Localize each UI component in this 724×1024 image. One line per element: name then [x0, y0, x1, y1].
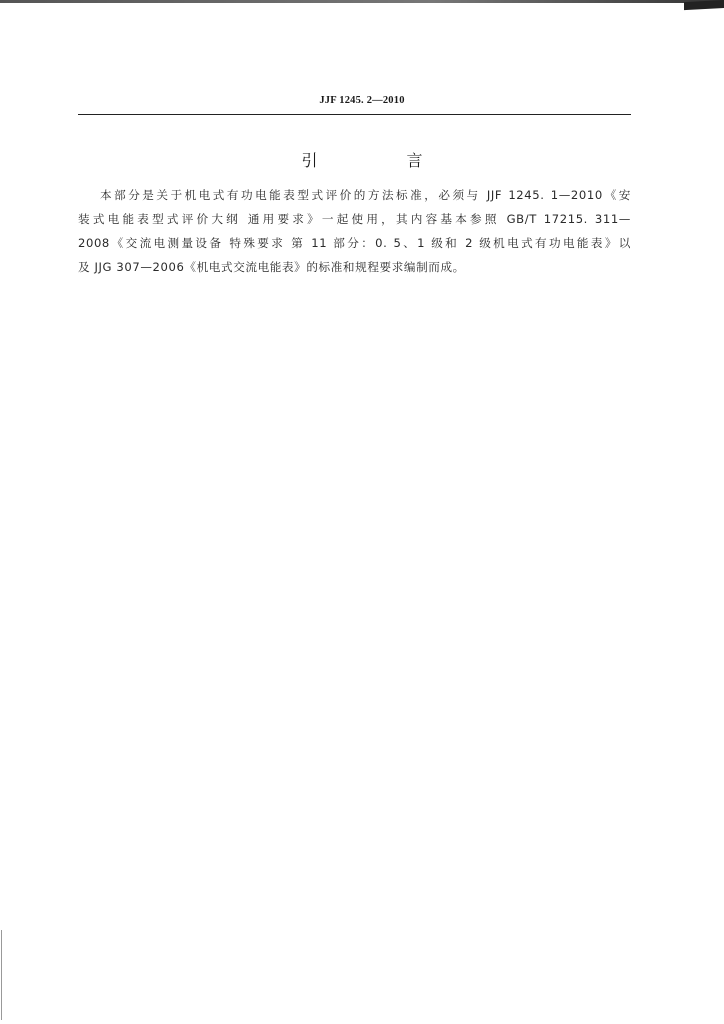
section-title: 引 言 — [301, 151, 465, 170]
paragraph-line: 2008《交流电测量设备 特殊要求 第 11 部分：0. 5、1 级和 2 级机电式有功电能表》以 — [78, 236, 631, 250]
paragraph-line: 本部分是关于机电式有功电能表型式评价的方法标准，必须与 JJF 1245. 1—2010《安 — [100, 188, 631, 202]
scan-left-edge — [1, 930, 2, 1020]
paragraph-line: 装式电能表型式评价大纲 通用要求》一起使用，其内容基本参照 GB/T 17215. 311— — [78, 212, 631, 226]
scan-top-edge — [0, 0, 724, 3]
running-header: JJF 1245. 2—2010 — [319, 95, 405, 106]
paragraph-line: 及 JJG 307—2006《机电式交流电能表》的标准和规程要求编制而成。 — [78, 260, 465, 274]
scan-corner-shadow — [684, 0, 724, 10]
body-paragraph — [78, 183, 631, 279]
header-rule — [78, 114, 631, 115]
